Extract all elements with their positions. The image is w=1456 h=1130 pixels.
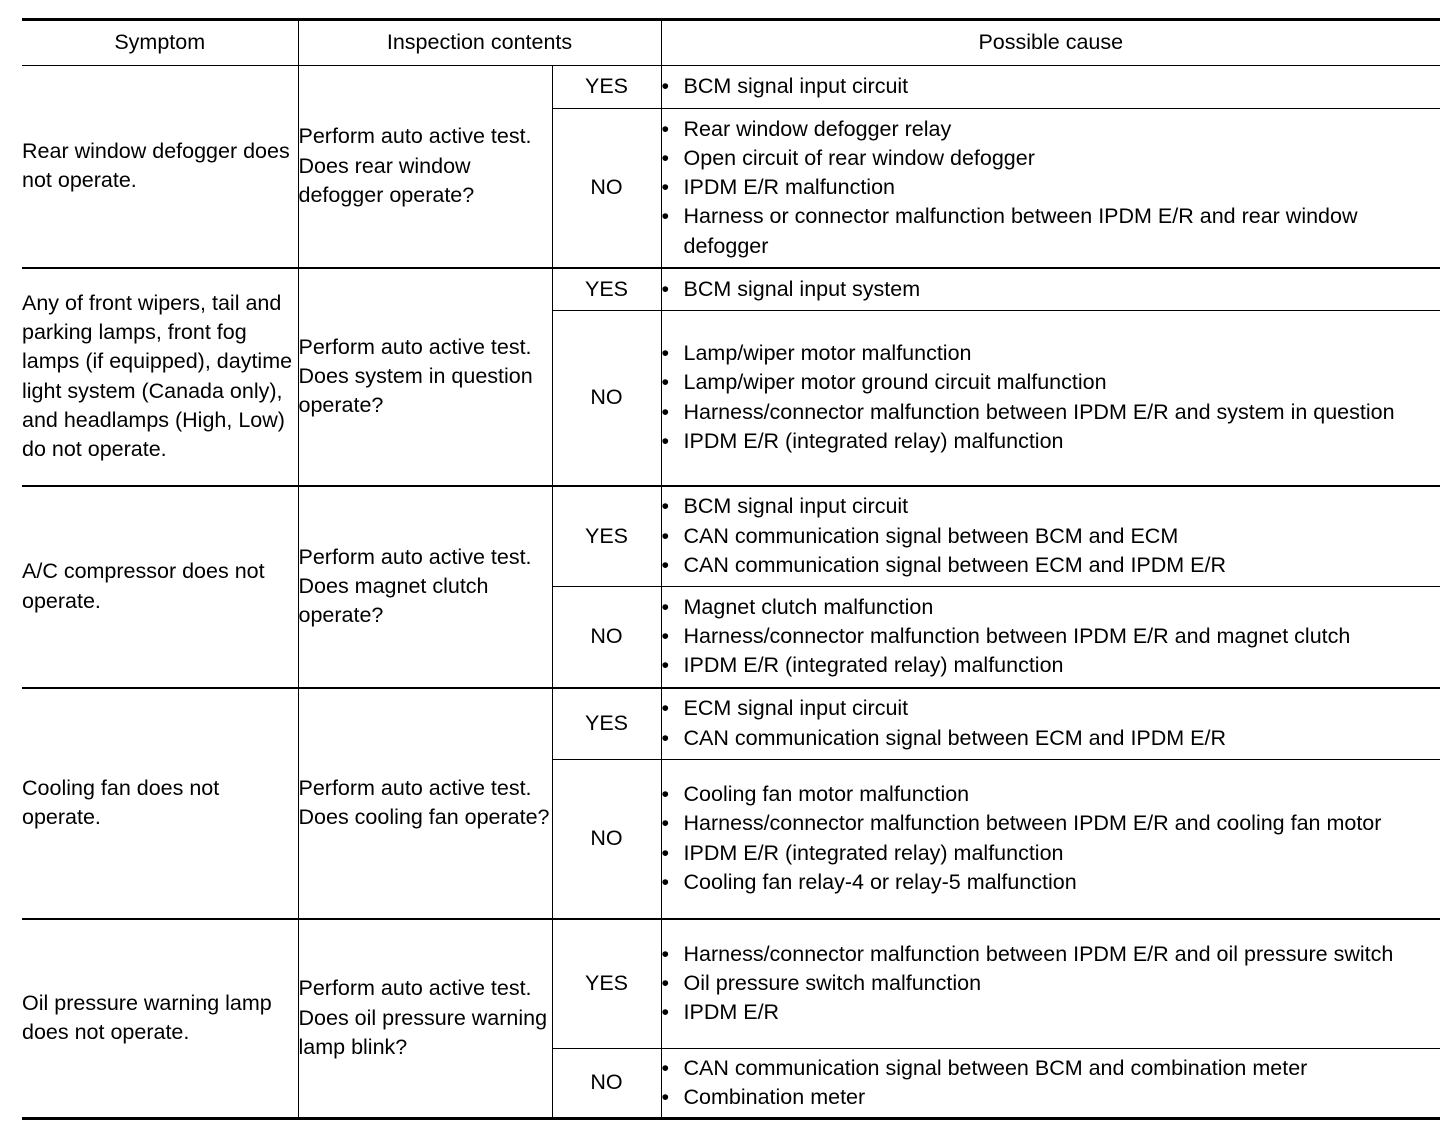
no-causes-cell bbox=[661, 1049, 1440, 1119]
table-row bbox=[22, 268, 1440, 311]
table-row bbox=[22, 486, 1440, 587]
no-label: NO bbox=[552, 311, 661, 486]
cause-list bbox=[662, 339, 1441, 456]
inspection-cell: Perform auto active test. Does cooling fan operate? bbox=[298, 688, 552, 919]
yes-causes-cell bbox=[661, 66, 1440, 109]
cause-item: • BCM signal input circuit bbox=[662, 72, 1441, 101]
inspection-cell: Perform auto active test. Does magnet clutch operate? bbox=[298, 486, 552, 688]
cause-item: • Lamp/wiper motor malfunction bbox=[662, 339, 1441, 368]
cause-item: • IPDM E/R (integrated relay) malfunction bbox=[662, 427, 1441, 456]
yes-causes-cell bbox=[661, 919, 1440, 1049]
cause-list bbox=[662, 275, 1441, 304]
symptom-cell: Cooling fan does not operate. bbox=[22, 688, 298, 919]
cause-item: • Harness/connector malfunction between IPDM E/R and cooling fan motor bbox=[662, 809, 1441, 838]
yes-label: YES bbox=[552, 486, 661, 587]
yes-label: YES bbox=[552, 268, 661, 311]
cause-item: • Combination meter bbox=[662, 1083, 1441, 1112]
cause-item: • BCM signal input circuit bbox=[662, 492, 1441, 521]
cause-item: • IPDM E/R malfunction bbox=[662, 173, 1441, 202]
inspection-header: Inspection contents bbox=[298, 20, 661, 66]
symptom-cell: A/C compressor does not operate. bbox=[22, 486, 298, 688]
symptom-header: Symptom bbox=[22, 20, 298, 66]
cause-list bbox=[662, 72, 1441, 101]
cause-item: • CAN communication signal between BCM and combination meter bbox=[662, 1054, 1441, 1083]
cause-list bbox=[662, 940, 1441, 1028]
cause-item: • Lamp/wiper motor ground circuit malfunction bbox=[662, 368, 1441, 397]
no-label: NO bbox=[552, 109, 661, 268]
cause-item: • Magnet clutch malfunction bbox=[662, 593, 1441, 622]
table-row bbox=[22, 66, 1440, 109]
inspection-cell: Perform auto active test. Does oil pressure warning lamp blink? bbox=[298, 919, 552, 1119]
yes-causes-cell bbox=[661, 268, 1440, 311]
no-label: NO bbox=[552, 1049, 661, 1119]
no-label: NO bbox=[552, 587, 661, 688]
yes-label: YES bbox=[552, 919, 661, 1049]
cause-item: • CAN communication signal between ECM and IPDM E/R bbox=[662, 551, 1441, 580]
cause-item: • Harness/connector malfunction between IPDM E/R and magnet clutch bbox=[662, 622, 1441, 651]
cause-item: • IPDM E/R (integrated relay) malfunction bbox=[662, 651, 1441, 680]
cause-list bbox=[662, 780, 1441, 897]
symptom-cell: Rear window defogger does not operate. bbox=[22, 66, 298, 268]
cause-item: • Harness or connector malfunction between IPDM E/R and rear window defogger bbox=[662, 202, 1441, 261]
cause-item: • Cooling fan motor malfunction bbox=[662, 780, 1441, 809]
header-row bbox=[22, 20, 1440, 66]
cause-item: • Harness/connector malfunction between IPDM E/R and oil pressure switch bbox=[662, 940, 1441, 969]
cause-item: • ECM signal input circuit bbox=[662, 694, 1441, 723]
symptom-cell: Any of front wipers, tail and parking lamps, front fog lamps (if equipped), daytime light system (Canada only), and headlamps (High, Low) do not operate. bbox=[22, 268, 298, 486]
yes-causes-cell bbox=[661, 486, 1440, 587]
cause-item: • CAN communication signal between BCM and ECM bbox=[662, 522, 1441, 551]
cause-list bbox=[662, 115, 1441, 261]
cause-list bbox=[662, 694, 1441, 753]
cause-item: • Oil pressure switch malfunction bbox=[662, 969, 1441, 998]
no-causes-cell bbox=[661, 760, 1440, 919]
table-body bbox=[22, 66, 1440, 1119]
cause-item: • BCM signal input system bbox=[662, 275, 1441, 304]
yes-label: YES bbox=[552, 688, 661, 760]
yes-causes-cell bbox=[661, 688, 1440, 760]
symptom-cell: Oil pressure warning lamp does not operate. bbox=[22, 919, 298, 1119]
cause-item: • CAN communication signal between ECM and IPDM E/R bbox=[662, 724, 1441, 753]
no-causes-cell bbox=[661, 109, 1440, 268]
cause-item: • Cooling fan relay-4 or relay-5 malfunction bbox=[662, 868, 1441, 897]
cause-item: • Rear window defogger relay bbox=[662, 115, 1441, 144]
no-label: NO bbox=[552, 760, 661, 919]
inspection-cell: Perform auto active test. Does system in question operate? bbox=[298, 268, 552, 486]
table-row bbox=[22, 688, 1440, 760]
inspection-cell: Perform auto active test. Does rear window defogger operate? bbox=[298, 66, 552, 268]
yes-label: YES bbox=[552, 66, 661, 109]
cause-header: Possible cause bbox=[661, 20, 1440, 66]
cause-item: • IPDM E/R (integrated relay) malfunction bbox=[662, 839, 1441, 868]
cause-list bbox=[662, 492, 1441, 580]
cause-list bbox=[662, 1054, 1441, 1113]
diagnosis-table bbox=[22, 18, 1440, 1120]
cause-item: • Open circuit of rear window defogger bbox=[662, 144, 1441, 173]
no-causes-cell bbox=[661, 587, 1440, 688]
table-row bbox=[22, 919, 1440, 1049]
no-causes-cell bbox=[661, 311, 1440, 486]
cause-item: • Harness/connector malfunction between IPDM E/R and system in question bbox=[662, 398, 1441, 427]
cause-item: • IPDM E/R bbox=[662, 998, 1441, 1027]
cause-list bbox=[662, 593, 1441, 681]
